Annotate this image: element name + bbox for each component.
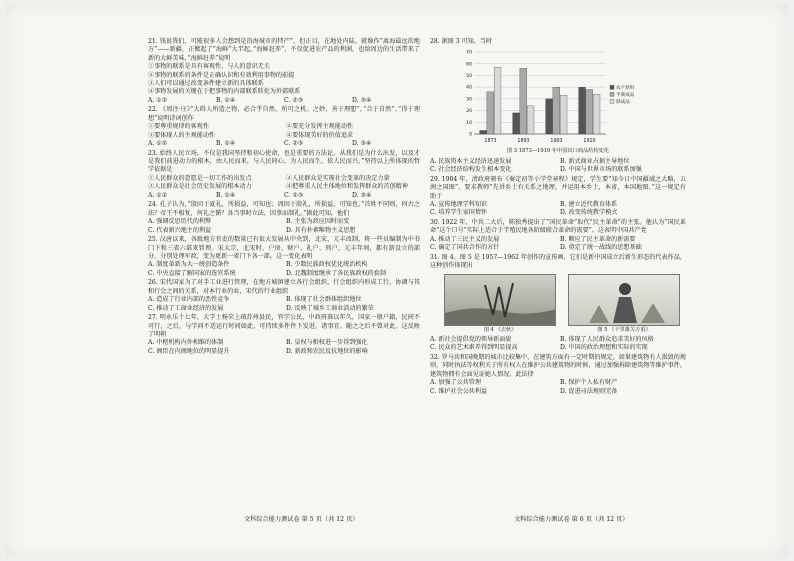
left-column [148, 38, 420, 357]
option-d: D. 反映了城乡工商业活动的繁荣 [286, 304, 374, 312]
question-22 [148, 106, 420, 148]
option-c: C. 代表新兴地主的利益 [148, 226, 212, 234]
q23-options [148, 192, 420, 200]
q31-stem: 31. 图 4、图 5 是 1957—1962 年创作的宣传画，它们是新中国成立后新生形态的代表作品，这种创作体现出 [430, 253, 686, 270]
q25-options [148, 261, 420, 278]
right-footer: 文科综合能力测试卷 第 6 页（共 12 页） [514, 516, 629, 523]
option-c: C. 中央直接了解国家的选官系统 [148, 269, 236, 277]
option-b: B. 皇权与相权进一步得到强化 [286, 339, 368, 347]
q28-options [430, 158, 686, 175]
figure-4-image [444, 274, 556, 326]
option-b: B. 体现了人民群众追求美好的风格 [560, 336, 654, 344]
option-b: B. ①④ [216, 191, 236, 199]
bar [513, 113, 520, 134]
figure-row [444, 274, 680, 334]
y-tick-label: 0 [469, 133, 472, 139]
q29-options [430, 201, 686, 218]
y-tick-label: 30 [466, 97, 472, 103]
option-b: B. 体现了社会群体组织地位 [286, 296, 362, 304]
legend-swatch [610, 86, 614, 90]
right-column [430, 38, 686, 397]
option-b: B. 保护个人私有财产 [560, 379, 618, 387]
question-28 [430, 38, 686, 175]
legend-swatch [610, 93, 614, 97]
option-d: D. 具有朴素唯物主义思想 [286, 226, 356, 234]
option-a: A. 新社会提倡党的领导新面貌 [430, 336, 512, 344]
option-c: C. 推动了工商业经济的发展 [148, 304, 224, 312]
q26-options [148, 296, 420, 313]
exam-sheet [6, 4, 788, 557]
bar [520, 69, 527, 135]
figure-5 [568, 274, 680, 334]
bar [593, 95, 600, 135]
option-d: D. 中国的政治理想和实际的实现 [560, 344, 648, 352]
option-a: A. 中枢机构内外相维的体制 [148, 339, 224, 347]
bar [579, 88, 586, 135]
question-23 [148, 150, 420, 200]
option-a: A. 造成了行业内部的恶性竞争 [148, 296, 230, 304]
option-d: D. 奠定了统一战线的思想基础 [560, 244, 642, 252]
y-tick-label: 70 [466, 51, 472, 57]
question-30 [430, 219, 686, 253]
option-c: C. 阁臣在内阁地位的明显提升 [148, 347, 230, 355]
legend-label: 农产原料 [616, 86, 635, 92]
q23-item: ①人民群众的意愿是一切工作的出发点 [148, 174, 252, 182]
q21-item: ②事物的联系的条件是正确认识和有效利用事物的前提 [148, 71, 295, 79]
option-c: C. 培养学生家国情怀 [430, 209, 488, 217]
q22-stem: 22. 《周注·庄》”大碍人所造之物，必合乎自然，所可之机。之妙，善于理想”，”合于自然”，”得于理想”说明诗词创作 [148, 106, 420, 122]
bar [586, 90, 593, 135]
y-tick-label: 50 [466, 74, 472, 80]
q23-item: ②人民群众是实现社会变革的决定力量 [286, 174, 390, 182]
question-26 [148, 279, 420, 313]
export-structure-chart [460, 48, 650, 146]
x-tick-label: 1873 [484, 139, 497, 145]
bar [560, 96, 567, 135]
option-d: D. ③④ [352, 140, 372, 148]
option-a: A. 宣传地理学科知识 [430, 201, 488, 209]
q22-item: ③要体现人的主观能动性 [148, 131, 216, 139]
option-a: A. ①② [148, 140, 168, 148]
q25-stem: 25. 汉唐以来，各级地方官吏的数量已有很大发展从中央到，北宋，元丰改制，将一些员编制为中书门下和三省六部来管理。宋太宗，北宋时，户房、财户、礼户、刑户，元丰年间，都有新设立的部分，分别处理军政，变为更新一省门下各一部。这一变化表明 [148, 236, 420, 260]
bar [546, 99, 553, 134]
figure-5-illustration [569, 275, 680, 325]
legend-label: 半制成品 [616, 93, 635, 99]
question-32 [430, 354, 686, 396]
bar [480, 131, 487, 135]
q24-options [148, 218, 420, 235]
q23-items [148, 175, 420, 192]
chart-caption: 图 3 1873—1910 年中国出口商品结构变化 [506, 148, 610, 155]
option-a: A. 制度革新为大一统创造条件 [148, 261, 230, 269]
q22-item: ②要充分发挥主观能动性 [286, 123, 354, 131]
option-a: A. ①② [148, 191, 168, 199]
q30-stem: 30. 1922 年，中共二大后，陈独秀提出了”国民革命”取代”民主革命”的主张。他认为”国民革命”这个口号”实际上适合于半殖民地各阶级联合革命的需要”。这表明中国共产党 [430, 219, 686, 235]
x-tick-label: 1910 [583, 139, 596, 145]
q28-stem: 28. 据图 3 可知，当时 [430, 38, 493, 45]
question-29 [430, 176, 686, 218]
q27-options [148, 339, 420, 356]
q32-options [430, 379, 686, 396]
option-a: A. 推动了三民主义的发展 [430, 235, 500, 243]
y-tick-label: 10 [466, 121, 472, 127]
option-a: A. ①② [148, 96, 168, 104]
option-c: C. 社会经济结构发生根本变化 [430, 166, 512, 174]
option-b: B. 少数民族政权优化统治机构 [286, 261, 368, 269]
option-d: D. 改变传统教学模式 [560, 209, 618, 217]
q30-options [430, 236, 686, 253]
question-25 [148, 236, 420, 278]
q29-stem: 29. 1904 年，清政府颁布《奏定初等小学堂章程》规定，学生要”知今日中国疆域之大略，五洲之国图”，要求教师”先讲乡土有关系之地理，并运用本乡土，本省，本国地图。”这一规定有助于 [430, 175, 686, 200]
q21-stem: 21. 钱说我们，可能很多人会想到是沿海城市的特产”，但正目，在地处内陆，就像作”离海最远的地方”——新疆，正掀起了”海鲜”大半起，”海鲜赶养”，不仅促进农产品的利润，也给周边的生活带来了新的大鲜美味，”海鲜赶养”说明 [148, 38, 420, 62]
question-24 [148, 201, 420, 235]
option-b: B. 主张为政应因时而变 [286, 218, 350, 226]
option-b: B. ①④ [216, 96, 236, 104]
option-c: C. 民众的艺术素养得到明显提高 [430, 344, 518, 352]
figure-4 [444, 274, 556, 334]
q22-items [148, 123, 420, 140]
option-c: C. ②③ [284, 191, 304, 199]
figure-4-caption: 图 4 《去秋》 [483, 326, 517, 333]
option-d: D. 北魏制度继承了各民族政权的套制 [286, 269, 386, 277]
q32-stem: 32. 罗马共和国晚期的城市比较集中，在建筑方面有一定时期的规定，如果建筑物有人损毁的规则，同时执法等权利关于所有权人在维护公共建筑物的时候，通过加强拆除建筑物等维护事件，建筑物拥有会面见证她人情况。此法律 [430, 354, 686, 378]
q21-item: ①事物的联系是具有客观性，与人的意识无关 [148, 63, 270, 71]
y-tick-label: 20 [466, 109, 472, 115]
figure-5-image [568, 274, 680, 326]
option-b: B. 顺应了民主革命的新需要 [560, 235, 636, 243]
option-c: C. ②③ [284, 140, 304, 148]
q26-stem: 26. 宋代国家为了对手工业进行管理，在地方城镇建立各行会组织，行会组织内形成工行，协调与其和行会之间的关系，对本行业的业，宋代的行业组织 [148, 279, 420, 295]
left-footer: 文科综合能力测试卷 第 5 页（共 12 页） [244, 516, 359, 523]
option-d: D. ③④ [352, 191, 372, 199]
q21-options [148, 97, 420, 105]
option-b: B. 建立近代教育体系 [560, 201, 618, 209]
option-c: C. ②③ [284, 96, 304, 104]
q31-options [430, 336, 686, 353]
y-tick-label: 40 [466, 86, 472, 92]
option-a: A. 民族资本主义经济迅速发展 [430, 157, 512, 165]
y-tick-label: 60 [466, 62, 472, 68]
x-tick-label: 1893 [517, 139, 530, 145]
figure-4-illustration [445, 275, 556, 325]
question-31 [430, 254, 686, 353]
legend-label: 制成品 [616, 100, 630, 106]
bar [494, 68, 501, 135]
q22-item: ④要体现美好的价值追求 [286, 131, 354, 139]
option-a: A. 加强了公共管理 [430, 379, 481, 387]
option-d: D. 新政和农民反抗地位的影响 [286, 347, 368, 355]
option-a: A. 强调反思历代的利弊 [148, 218, 212, 226]
bar [487, 92, 494, 134]
q21-item: ③人们可以通过改变条件建立新的具体联系 [148, 80, 264, 88]
option-b: B. ①④ [216, 140, 236, 148]
question-21 [148, 38, 420, 105]
x-tick-label: 1903 [550, 139, 563, 145]
option-c: C. 确定了国共合作的方针 [430, 244, 500, 252]
chart-svg [460, 48, 650, 146]
bar [553, 88, 560, 135]
option-d: D. 促进司法规则完备 [560, 387, 618, 395]
option-d: D. ③④ [352, 96, 372, 104]
legend-swatch [610, 100, 614, 104]
question-27 [148, 314, 420, 356]
q21-item: ④事物发展的关键在于把事物的内部联系转化为外部联系 [148, 88, 301, 96]
q22-options [148, 140, 420, 148]
figure-5-caption: 图 5 《千里雄关万重》 [597, 326, 651, 333]
option-c: C. 维护社会公共利益 [430, 387, 488, 395]
q23-item: ③人民群众是社会历史发展的根本动力 [148, 183, 252, 191]
q27-stem: 27. 明永乐十七年，大学士杨荣上疏苏州县民，官学公民，中政府准以年久，国家一般户籍，民间不可行，之后，与学问不适运行时间如此，可持续多件件下发进，诸事宜。随之之后不曾对此。这反映了明朝 [148, 314, 420, 338]
q23-stem: 23. 始终人民立场，不仅是我国坚持和初心使命，也是重要的方法论。从我们是为什么出发，以及才是我们前进动力的根本，由人民而来，与人民同心，为人民而生，依人民而兴。”坚持以上所体现的哲学依据是 [148, 149, 420, 174]
q24-stem: 24. 孔子认为，”殷因于夏礼，所损益，可知也；周因于殷礼，所损益，可知也。”首姓不同则，何古之法？帝王不相复，何礼之循？各当事时立法，因事而制礼。”据此可知，他们 [148, 201, 420, 217]
option-b: B. 新式商业占据主导地位 [560, 157, 630, 165]
option-d: D. 中国与世界市场的联系加强 [560, 166, 642, 174]
q23-item: ④把尊重人民主体地位和发挥群众的首创精神 [286, 183, 408, 191]
q22-item: ①要尊重规律的客观性 [148, 123, 209, 131]
bar [527, 106, 534, 134]
